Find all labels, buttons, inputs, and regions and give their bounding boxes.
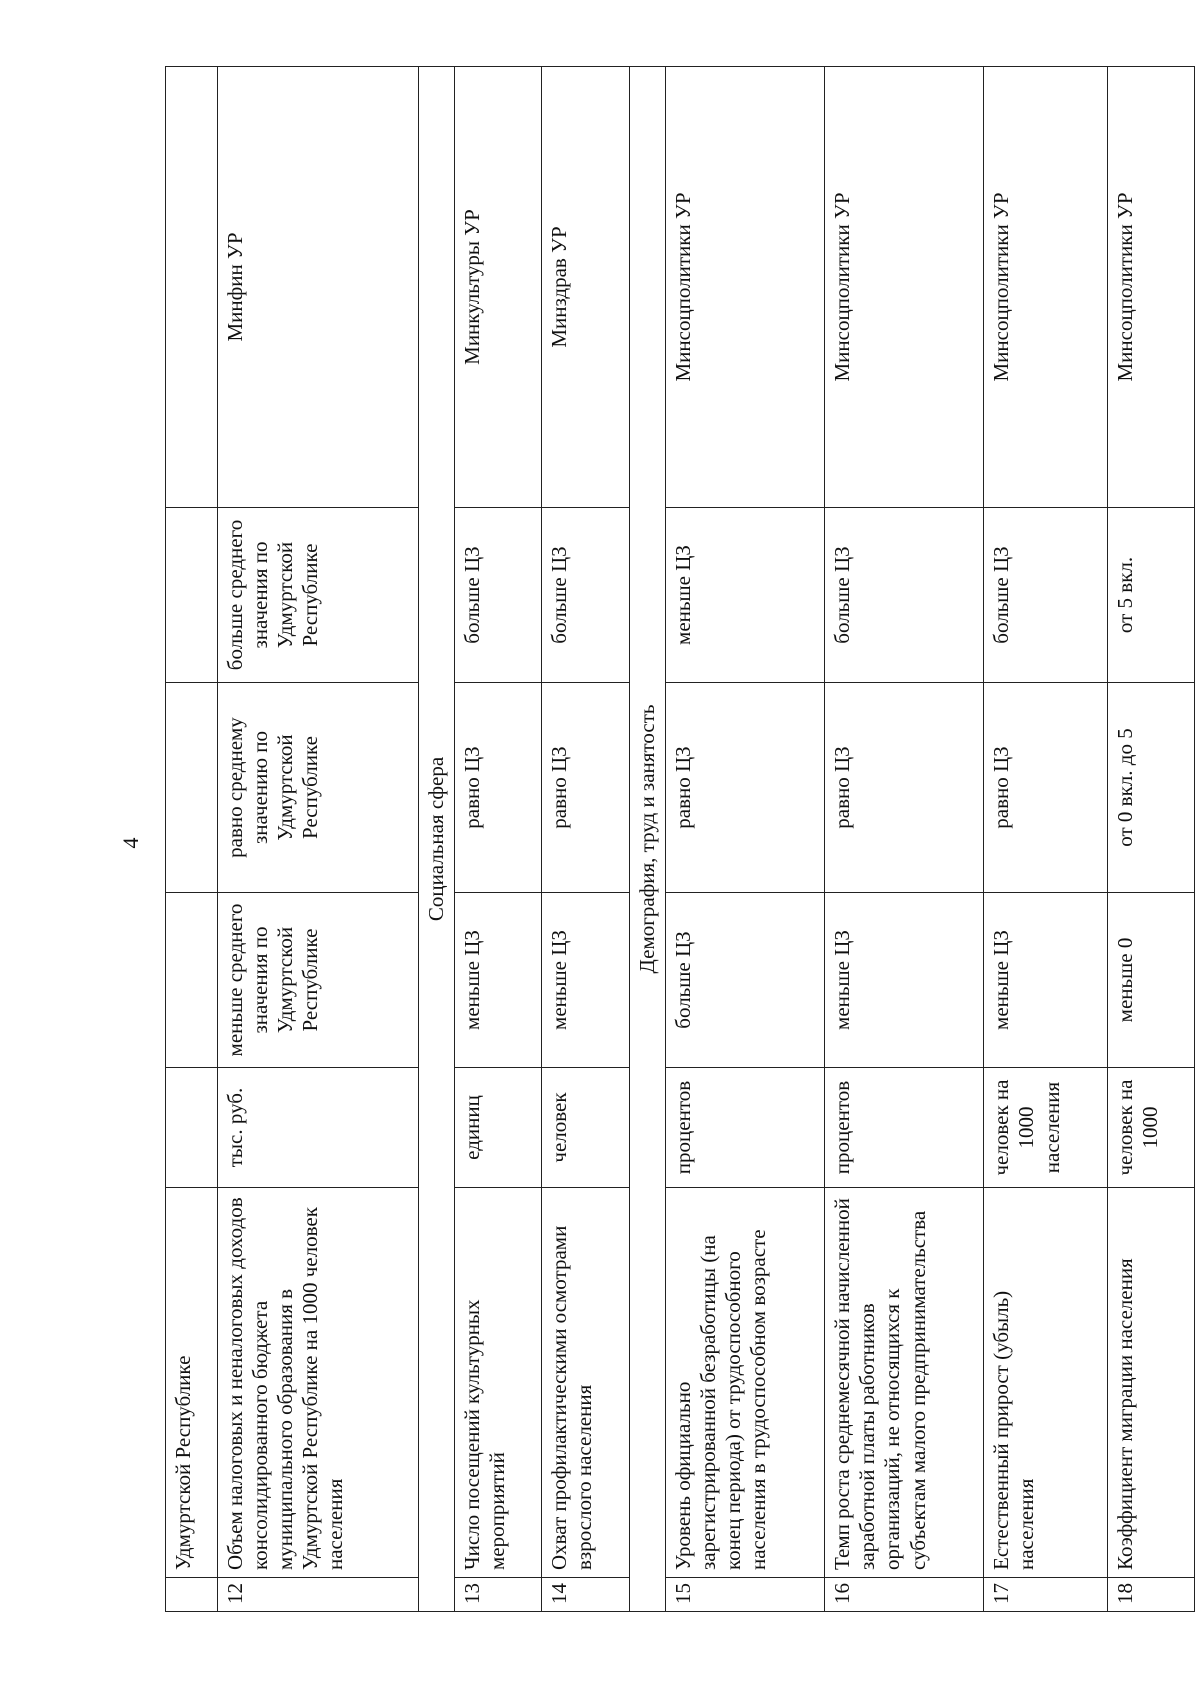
unit-cell: процентов — [665, 1068, 824, 1188]
mid-threshold-cell: равно ЦЗ — [984, 683, 1107, 893]
indicator-name-cell: Объем налоговых и неналоговых доходов консолидированного бюджета муниципального образования в Удмуртской Республике на 1000 человек населения — [217, 1188, 418, 1578]
table-row — [665, 67, 824, 1612]
department-cell: Минкультуры УР — [454, 67, 541, 508]
section-header-row — [418, 67, 454, 1612]
low-threshold-cell — [166, 893, 218, 1068]
department-cell: Минсоцполитики УР — [825, 67, 984, 508]
table-row — [454, 67, 541, 1612]
mid-threshold-cell: от 0 вкл. до 5 — [1107, 683, 1194, 893]
row-number-cell: 16 — [825, 1578, 984, 1612]
table-row — [1107, 67, 1194, 1612]
table-row — [166, 67, 218, 1612]
mid-threshold-cell: равно ЦЗ — [825, 683, 984, 893]
indicator-name-cell: Число посещений культурных мероприятий — [454, 1188, 541, 1578]
section-title-demography: Демография, труд и занятость — [629, 67, 665, 1612]
low-threshold-cell: меньше ЦЗ — [825, 893, 984, 1068]
table-row — [984, 67, 1107, 1612]
section-header-row — [629, 67, 665, 1612]
row-number-cell: 18 — [1107, 1578, 1194, 1612]
row-number-cell: 13 — [454, 1578, 541, 1612]
indicators-table — [165, 66, 1195, 1612]
row-number-cell — [166, 1578, 218, 1612]
high-threshold-cell: больше среднего значения по Удмуртской Республике — [217, 508, 418, 683]
high-threshold-cell: больше ЦЗ — [984, 508, 1107, 683]
indicator-name-cell: Темп роста среднемесячной начисленной заработной платы работников организаций, не относящихся к субъектам малого предпринимательства — [825, 1188, 984, 1578]
indicator-name-cell: Уровень официально зарегистрированной безработицы (на конец периода) от трудоспособного населения в трудоспособном возрасте — [665, 1188, 824, 1578]
unit-cell: тыс. руб. — [217, 1068, 418, 1188]
mid-threshold-cell: равно ЦЗ — [454, 683, 541, 893]
department-cell: Минсоцполитики УР — [984, 67, 1107, 508]
high-threshold-cell: от 5 вкл. — [1107, 508, 1194, 683]
unit-cell: единиц — [454, 1068, 541, 1188]
department-cell: Минсоцполитики УР — [665, 67, 824, 508]
row-number-cell: 15 — [665, 1578, 824, 1612]
table-row — [217, 67, 418, 1612]
low-threshold-cell: больше ЦЗ — [665, 893, 824, 1068]
low-threshold-cell: меньше ЦЗ — [454, 893, 541, 1068]
row-number-cell: 14 — [542, 1578, 629, 1612]
high-threshold-cell: меньше ЦЗ — [665, 508, 824, 683]
row-number-cell: 12 — [217, 1578, 418, 1612]
indicator-name-cell: Охват профилактическими осмотрами взрослого населения — [542, 1188, 629, 1578]
high-threshold-cell: больше ЦЗ — [454, 508, 541, 683]
unit-cell: человек — [542, 1068, 629, 1188]
table-row — [542, 67, 629, 1612]
mid-threshold-cell: равно среднему значению по Удмуртской Республике — [217, 683, 418, 893]
mid-threshold-cell: равно ЦЗ — [542, 683, 629, 893]
low-threshold-cell: меньше ЦЗ — [542, 893, 629, 1068]
department-cell: Минсоцполитики УР — [1107, 67, 1194, 508]
unit-cell: человек на 1000 — [1107, 1068, 1194, 1188]
table-row — [825, 67, 984, 1612]
section-title-social: Социальная сфера — [418, 67, 454, 1612]
page-number: 4 — [118, 837, 143, 849]
low-threshold-cell: меньше 0 — [1107, 893, 1194, 1068]
high-threshold-cell: больше ЦЗ — [542, 508, 629, 683]
indicator-name-cell: Удмуртской Республике — [166, 1188, 218, 1578]
mid-threshold-cell: равно ЦЗ — [665, 683, 824, 893]
rotated-table-sheet — [165, 67, 1195, 1612]
department-cell: Минздрав УР — [542, 67, 629, 508]
mid-threshold-cell — [166, 683, 218, 893]
unit-cell — [166, 1068, 218, 1188]
indicator-name-cell: Естественный прирост (убыль) населения — [984, 1188, 1107, 1578]
unit-cell: процентов — [825, 1068, 984, 1188]
department-cell — [166, 67, 218, 508]
department-cell: Минфин УР — [217, 67, 418, 508]
high-threshold-cell: больше ЦЗ — [825, 508, 984, 683]
indicator-name-cell: Коэффициент миграции населения — [1107, 1188, 1194, 1578]
row-number-cell: 17 — [984, 1578, 1107, 1612]
unit-cell: человек на 1000 населения — [984, 1068, 1107, 1188]
low-threshold-cell: меньше ЦЗ — [984, 893, 1107, 1068]
high-threshold-cell — [166, 508, 218, 683]
low-threshold-cell: меньше среднего значения по Удмуртской Республике — [217, 893, 418, 1068]
